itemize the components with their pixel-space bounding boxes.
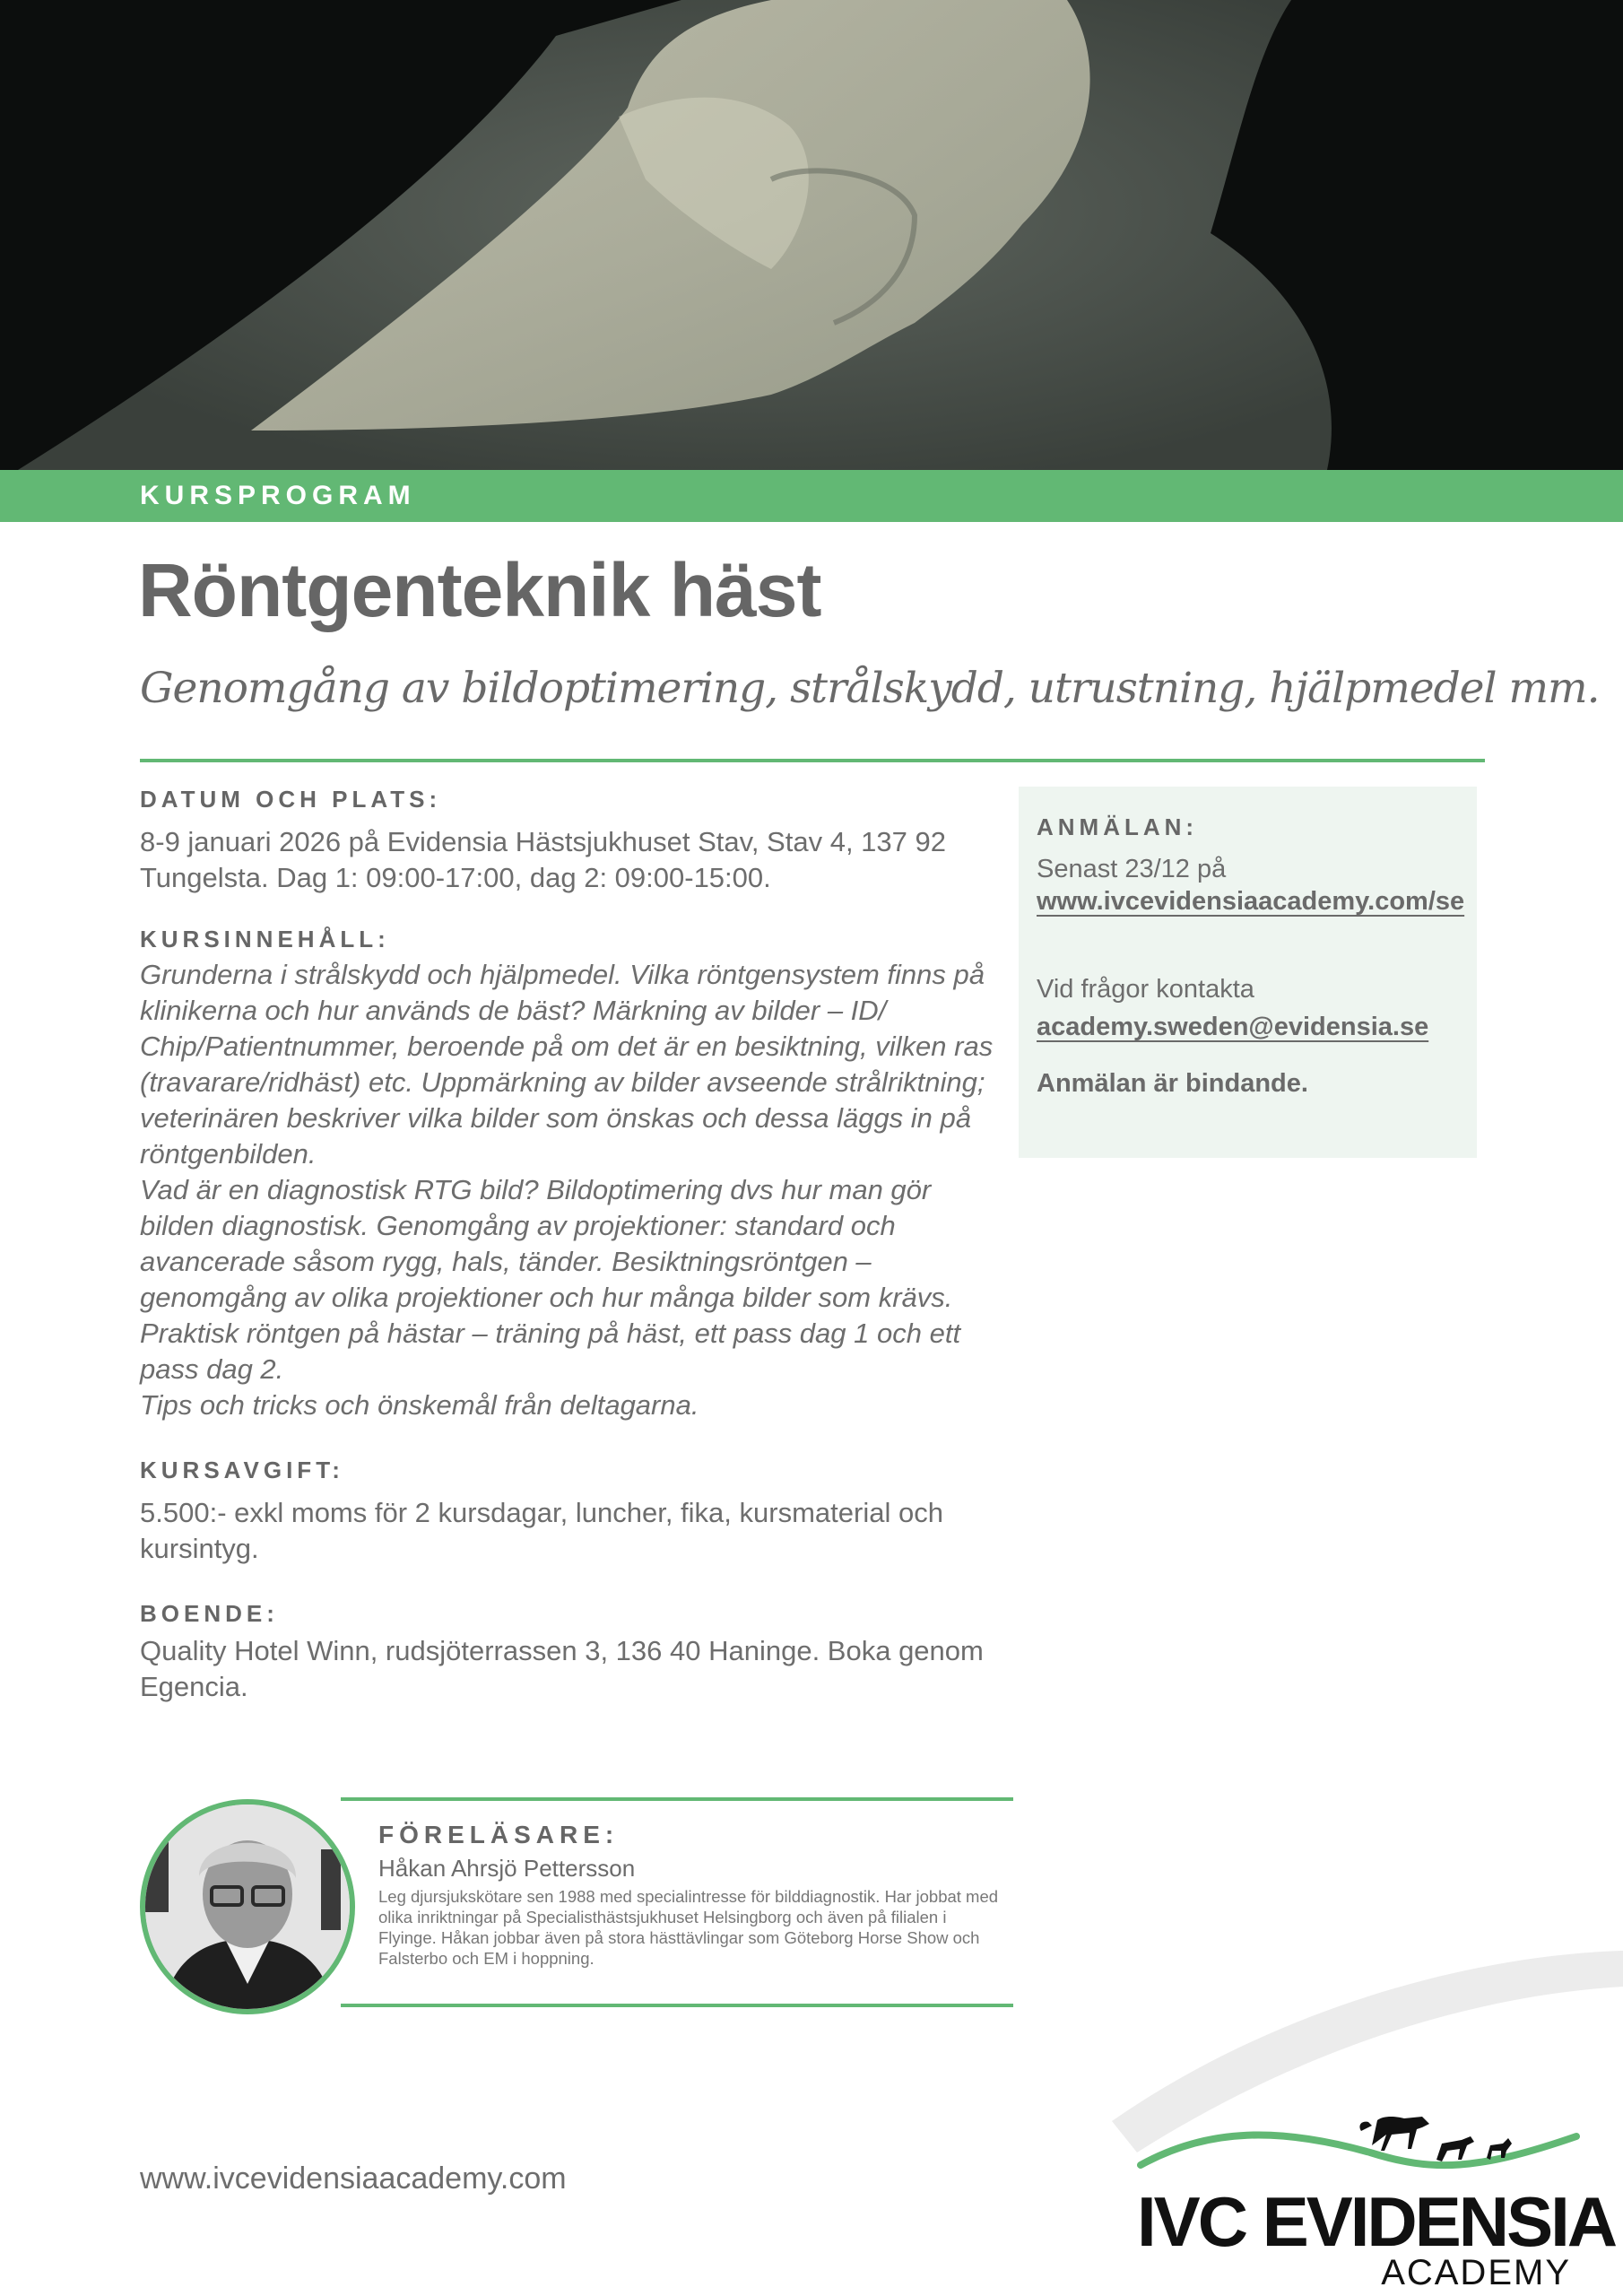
avgift-text: 5.500:- exkl moms för 2 kursdagar, luncher, fika, kursmaterial och kursintyg. bbox=[140, 1497, 943, 1564]
contact-label: Vid frågor kontakta bbox=[1037, 975, 1254, 1004]
lecturer-bio: Leg djursjukskötare sen 1988 med specialintresse för bilddiagnostik. Har jobbat med olika inriktningar på Specialisthästsjukhuset Helsingborg och även på filialen i Flyinge. Håkan jobbar även på stora hästtävlingar som Göteborg Horse Show och Falsterbo och EM i hoppning. bbox=[378, 1887, 999, 1968]
page-title: Röntgenteknik häst bbox=[138, 548, 821, 632]
footer-url-link[interactable]: www.ivcevidensiaacademy.com bbox=[140, 2161, 567, 2196]
contact-email-link[interactable]: academy.sweden@evidensia.se bbox=[1037, 1013, 1429, 1041]
datum-line: Tungelsta. Dag 1: 09:00-17:00, dag 2: 09:00-15:00. bbox=[140, 862, 771, 893]
header-band bbox=[0, 470, 1623, 522]
section-heading: KURSAVGIFT: bbox=[140, 1457, 344, 1483]
registration-deadline: Senast 23/12 på bbox=[1037, 855, 1227, 883]
section-heading: DATUM OCH PLATS: bbox=[140, 786, 442, 813]
registration-heading: ANMÄLAN: bbox=[1037, 813, 1199, 840]
innehall-paragraph: Grunderna i strålskydd och hjälpmedel. Vilka röntgensystem finns på klinikerna och hur används de bäst? Märkning av bilder – ID/ Chip/Patientnummer, beroende på om det är en besiktning, vilken ras (travarare/ridhäst) etc. Uppmärkning av bilder avseende strålriktning; veterinären beskriver vilka bilder som önskas och dessa läggs in på röntgenbilden. bbox=[140, 959, 994, 1170]
divider bbox=[140, 759, 1485, 762]
hero-xray-image bbox=[0, 0, 1623, 470]
lecturer-heading: FÖRELÄSARE: bbox=[378, 1821, 620, 1848]
innehall-paragraph: Praktisk röntgen på hästar – träning på häst, ett pass dag 1 och ett pass dag 2. bbox=[140, 1318, 961, 1385]
lecturer-bottom-rule bbox=[341, 2004, 1013, 2007]
lecturer-info bbox=[378, 1821, 1006, 1969]
section-avgift bbox=[140, 1457, 1001, 1567]
section-boende bbox=[140, 1600, 1001, 1705]
registration-panel bbox=[1019, 787, 1477, 1158]
innehall-paragraph: Vad är en diagnostisk RTG bild? Bildoptimering dvs hur man gör bilden diagnostisk. Genomgång av projektioner: standard och avancerade såsom rygg, hals, tänder. Besiktningsröntgen – genomgång av olika projektioner och hur många bilder som krävs. bbox=[140, 1174, 953, 1313]
datum-line: 8-9 januari 2026 på Evidensia Hästsjukhuset Stav, Stav 4, 137 92 bbox=[140, 826, 946, 857]
lecturer-top-rule bbox=[341, 1797, 1013, 1801]
boende-text: Quality Hotel Winn, rudsjöterrassen 3, 136 40 Haninge. Boka genom Egencia. bbox=[140, 1635, 984, 1702]
lecturer-photo bbox=[145, 1805, 350, 2009]
band-label: KURSPROGRAM bbox=[140, 481, 416, 510]
logo-main-text: IVC EVIDENSIA bbox=[1137, 2182, 1616, 2261]
innehall-paragraph: Tips och tricks och önskemål från deltagarna. bbox=[140, 1389, 699, 1421]
page-subtitle: Genomgång av bildoptimering, strålskydd, utrustning, hjälpmedel mm. bbox=[140, 664, 1600, 713]
logo-wave-animals-icon bbox=[1137, 2109, 1585, 2190]
logo-sub-text: ACADEMY bbox=[1381, 2253, 1571, 2292]
lecturer-name: Håkan Ahrsjö Pettersson bbox=[378, 1855, 636, 1882]
xray-illustration bbox=[0, 0, 1623, 470]
section-innehall bbox=[140, 926, 1001, 1423]
ivc-evidensia-logo bbox=[1137, 2109, 1616, 2292]
section-datum bbox=[140, 786, 1001, 896]
section-heading: KURSINNEHÅLL: bbox=[140, 926, 390, 952]
registration-link[interactable]: www.ivcevidensiaacademy.com/se bbox=[1037, 887, 1465, 916]
section-heading: BOENDE: bbox=[140, 1600, 279, 1627]
binding-note: Anmälan är bindande. bbox=[1037, 1069, 1308, 1098]
lecturer-avatar bbox=[140, 1799, 355, 2014]
